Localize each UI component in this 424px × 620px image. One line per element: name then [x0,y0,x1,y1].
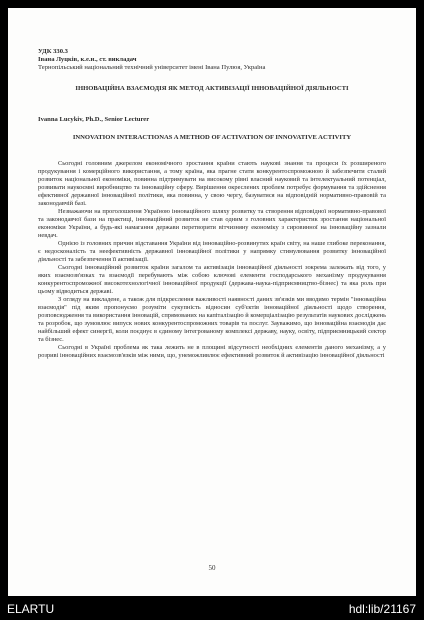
author-english: Ivanna Lucykiv, Ph.D., Senior Lecturer [38,116,150,123]
title-ukrainian: ІННОВАЦІЙНА ВЗАЄМОДІЯ ЯК МЕТОД АКТИВІЗАЦІЇ ІННОВАЦІЙНОЇ ДІЯЛЬНОСТІ [75,85,349,92]
body-paragraph: Однією із головних причин відставання України від інноваційно-розвинутих країн світу, на наше глибоке переконання, є недосконалість та неефективність державної інноваційної політики у напрямку стимулювання розвитку інноваційної діяльності та забезпечення її активізації. [38,240,386,263]
udk-code: УДК 330.3 [38,48,68,55]
body-paragraph: Сьогодні головним джерелом економічного зростання країни стають наукові знання та процеси їх розширеного продукування і комерційного використання, а тому країна, яка прагне стати конкурентоспроможною й забезпечити сталий розвиток національної економіки, повинна підтримувати на високому рівні власний науковий та інтелектуальний потенціал, розвивати наукоємні виробництво та інноваційну сферу. Вирішення окреслених проблем потребує формування та здійснення ефективної державної інноваційної політики, яка повинна, у свою чергу, базуватися на відповідній нормативно-правовій та законодавчій базі. [38,160,386,207]
author-ukrainian: Івана Луцків, к.е.н., ст. викладач [38,56,137,63]
title-english: INNOVATION INTERACTIONAS A METHOD OF ACTIVATION OF INNOVATIVE ACTIVITY [72,134,352,141]
handle-identifier[interactable]: hdl:lib/21167 [348,602,416,616]
document-page [8,8,416,596]
article-body [38,160,386,360]
page-number: 50 [208,564,216,572]
body-paragraph: Незважаючи на проголошення Україною інноваційного шляху розвитку та створення відповідної нормативно-правової та законодавчої бази на практиці, інноваційний розвиток не став одним з головних характеристик зростання національної економіки України, а будь-які намагання держави перетворити вітчизняну економіку з сировинної на інноваційну зазнали невдач. [38,208,386,239]
author-affiliation: Тернопільський національний технічний університет імені Івана Пулюя, Україна [38,64,266,71]
body-paragraph: З огляду на викладене, а також для підкреслення важливості наявності даних зв'язків ми вводимо термін "інноваційна взаємодія" під яким пропонуємо розуміти сукупність відносин суб'єктів інноваційної діяльності щодо створення, розповсюдження та використання інновацій, спрямованих на капіталізацію й комерціалізацію результатів наукових досліджень та розробок, що зумовлює випуск нових конкурентоспроможних товарів та послуг. Зауважимо, що інноваційна взаємодія дає найбільший ефект синергії, коли поєднує в єдиному інтегрованому комплексі державу, науку, освіту, підприємницький сектор та бізнес. [38,296,386,343]
repository-name: ELARTU [7,602,55,616]
body-paragraph: Сьогодні інноваційний розвиток країни загалом та активізація інноваційної діяльності зокрема залежать від того, у яких взаємозв'язках та взаємодії перебувають між собою ключові елементи господарського механізму продукування конкурентоспроможної високотехнологічної інноваційної продукції (держава-наука-підприємництво-бізнес) та яка роль при цьому відводиться державі. [38,264,386,295]
body-paragraph: Сьогодні в Україні проблема як така лежить не в площині відсутності необхідних елементів даного механізму, а у розриві інноваційних взаємозв'язків між ними, що, унеможливлює ефективний розвиток й активізацію інноваційної діяльності [38,344,386,359]
repository-footer [0,598,424,620]
